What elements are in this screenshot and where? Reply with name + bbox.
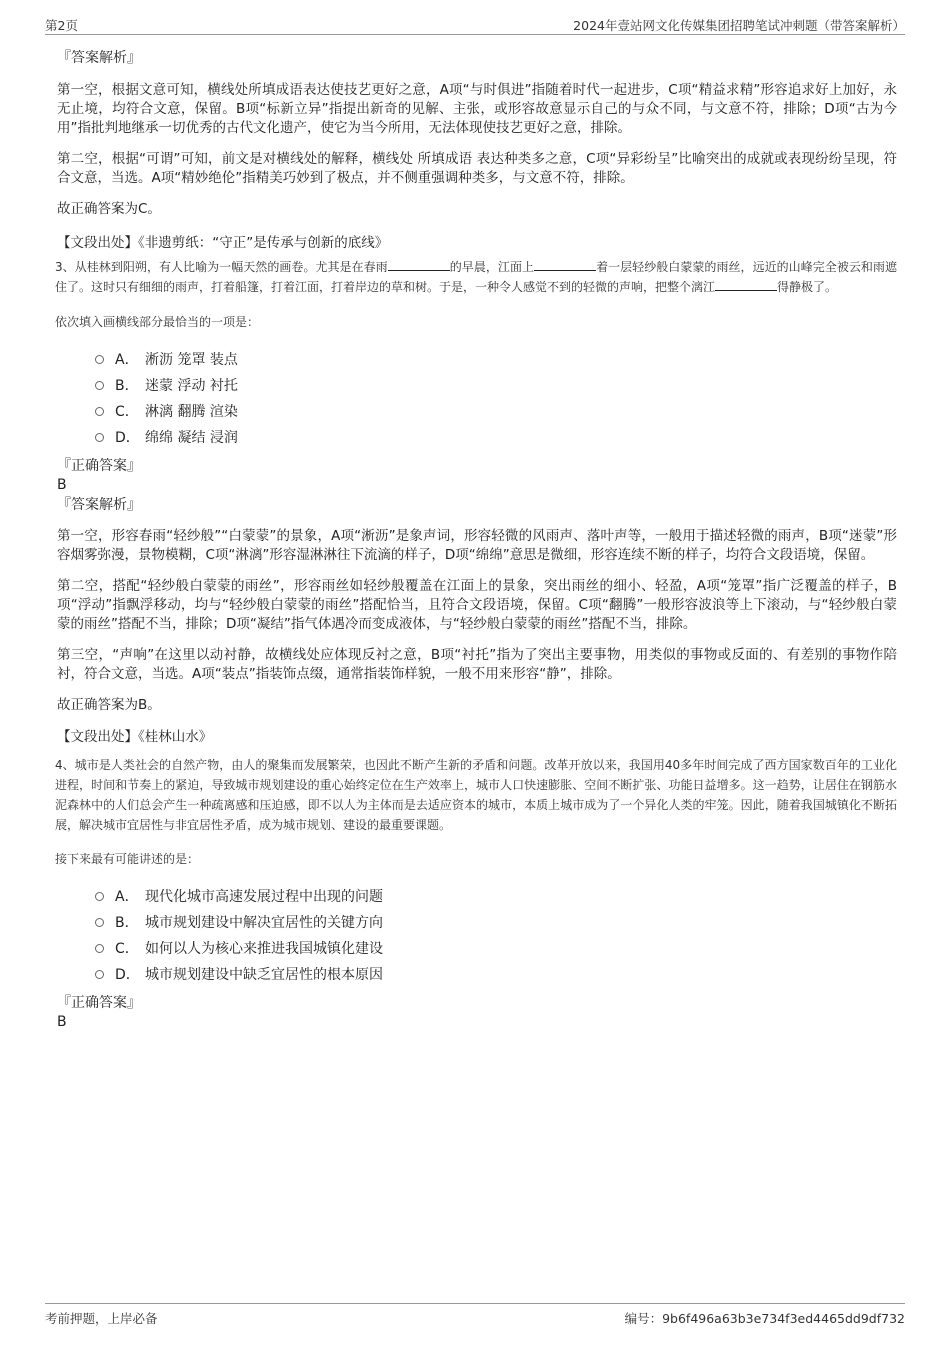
page-content — [57, 48, 897, 1032]
q4-option-b[interactable]: B． 城市规划建设中解决宜居性的关键方向 — [95, 910, 897, 936]
page-header — [45, 12, 905, 35]
q3-blank-1 — [388, 258, 450, 271]
q4-option-c[interactable]: C． 如何以人为核心来推进我国城镇化建设 — [95, 936, 897, 962]
page-number: 第2页 — [45, 18, 78, 33]
q3-answer-label: 『正确答案』 — [57, 458, 141, 474]
q3-analysis-p1: 第一空，形容春雨“轻纱般”“白蒙蒙”的景象，A项“淅沥”是象声词，形容轻微的风雨声、落叶声等，一般用于描述轻微的雨声，B项“迷蒙”形容烟雾弥漫，景物模糊，C项“淋漓”形容湿淋淋往下流滴的样子，D项“绵绵”意思是微细，形容连续不断的样子，均符合文段语境，保留。 — [57, 528, 897, 563]
q2-analysis-label: 『答案解析』 — [57, 50, 141, 66]
document-id: 编号：9b6f496a63b3e734f3ed4465dd9df732 — [624, 1311, 905, 1326]
radio-icon[interactable] — [95, 381, 104, 390]
footer-slogan: 考前押题，上岸必备 — [45, 1311, 158, 1326]
q2-source: 【文段出处】《非遗剪纸：“守正”是传承与创新的底线》 — [57, 235, 389, 251]
q3-conclusion: 故正确答案为B。 — [57, 697, 161, 713]
radio-icon[interactable] — [95, 944, 104, 953]
q4-stem: 4、城市是人类社会的自然产物，由人的聚集而发展繁荣，也因此不断产生新的矛盾和问题。改革开放以来，我国用40多年时间完成了西方国家数百年的工业化进程，时间和节奏上的紧迫，导致城市规划建设的重心始终定位在生产效率上，城市人口快速膨胀、空间不断扩张、功能日益增多。这一趋势，让居住在钢筋水泥森林中的人们总会产生一种疏离感和压迫感，即不以人为主体而是去适应资本的城市，本质上城市成为了一个异化人类的牢笼。因此，随着我国城镇化不断拓展，解决城市宜居性与非宜居性矛盾，成为城市规划、建设的最重要课题。 — [55, 758, 897, 832]
q3-prompt: 依次填入画横线部分最恰当的一项是： — [55, 315, 260, 329]
q3-source: 【文段出处】《桂林山水》 — [57, 729, 213, 745]
radio-icon[interactable] — [95, 970, 104, 979]
q3-blank-3 — [715, 278, 777, 291]
q2-conclusion: 故正确答案为C。 — [57, 201, 161, 217]
page-footer — [45, 1303, 905, 1328]
q4-options — [57, 884, 897, 988]
q4-answer: B — [57, 1014, 67, 1030]
q3-answer: B — [57, 477, 67, 493]
q3-option-d[interactable]: D． 绵绵 凝结 浸润 — [95, 425, 897, 451]
q2-analysis-p2: 第二空，根据“可谓”可知，前文是对横线处的解释，横线处 所填成语 表达种类多之意，C项“异彩纷呈”比喻突出的成就或表现纷纷呈现，符合文意，当选。A项“精妙绝伦”指精美巧妙到了极点，并不侧重强调种类多，与文意不符，排除。 — [57, 151, 897, 186]
q3-option-a[interactable]: A． 淅沥 笼罩 装点 — [95, 347, 897, 373]
radio-icon[interactable] — [95, 433, 104, 442]
q3-analysis-label: 『答案解析』 — [57, 497, 141, 513]
radio-icon[interactable] — [95, 918, 104, 927]
q3-options — [57, 347, 897, 451]
q3-analysis-p2: 第二空，搭配“轻纱般白蒙蒙的雨丝”，形容雨丝如轻纱般覆盖在江面上的景象，突出雨丝的细小、轻盈，A项“笼罩”指广泛覆盖的样子，B项“浮动”指飘浮移动，均与“轻纱般白蒙蒙的雨丝”搭配恰当，且符合文段语境，保留。C项“翻腾”一般形容波浪等上下滚动，与“轻纱般白蒙蒙的雨丝”搭配不当，排除；D项“凝结”指气体遇冷而变成液体，与“轻纱般白蒙蒙的雨丝”搭配不当，排除。 — [57, 578, 897, 632]
q3-analysis-p3: 第三空，“声响”在这里以动衬静，故横线处应体现反衬之意，B项“衬托”指为了突出主要事物，用类似的事物或反面的、有差别的事物作陪衬，符合文意，当选。A项“装点”指装饰点缀，通常指装饰样貌，一般不用来形容“静”，排除。 — [57, 647, 897, 682]
q3-option-b[interactable]: B． 迷蒙 浮动 衬托 — [95, 373, 897, 399]
q4-option-d[interactable]: D． 城市规划建设中缺乏宜居性的根本原因 — [95, 962, 897, 988]
document-title: 2024年壹站网文化传媒集团招聘笔试冲刺题（带答案解析） — [573, 18, 905, 33]
q3-stem: 3、从桂林到阳朔，有人比喻为一幅天然的画卷。尤其是在春雨 的早晨，江面上 着一层轻纱般白蒙蒙的雨丝，远近的山峰完全被云和雨遮住了。这时只有细细的雨声，打着船篷，打着江面，打着岸边的草和树。于是，一种令人感觉不到的轻微的声响，把整个漓江 得静极了。 — [55, 260, 897, 294]
q4-answer-label: 『正确答案』 — [57, 995, 141, 1011]
q3-option-c[interactable]: C． 淋漓 翻腾 渲染 — [95, 399, 897, 425]
q4-prompt: 接下来最有可能讲述的是： — [55, 852, 200, 866]
q4-option-a[interactable]: A． 现代化城市高速发展过程中出现的问题 — [95, 884, 897, 910]
radio-icon[interactable] — [95, 892, 104, 901]
radio-icon[interactable] — [95, 407, 104, 416]
radio-icon[interactable] — [95, 355, 104, 364]
q2-analysis-p1: 第一空，根据文意可知，横线处所填成语表达使技艺更好之意，A项“与时俱进”指随着时代一起进步，C项“精益求精”形容追求好上加好，永无止境，均符合文意，保留。B项“标新立异”指提出新奇的见解、主张，或形容故意显示自己的与众不同，与文意不符，排除；D项“古为今用”指批判地继承一切优秀的古代文化遗产，使它为当今所用，无法体现使技艺更好之意，排除。 — [57, 82, 897, 136]
q3-blank-2 — [534, 258, 596, 271]
